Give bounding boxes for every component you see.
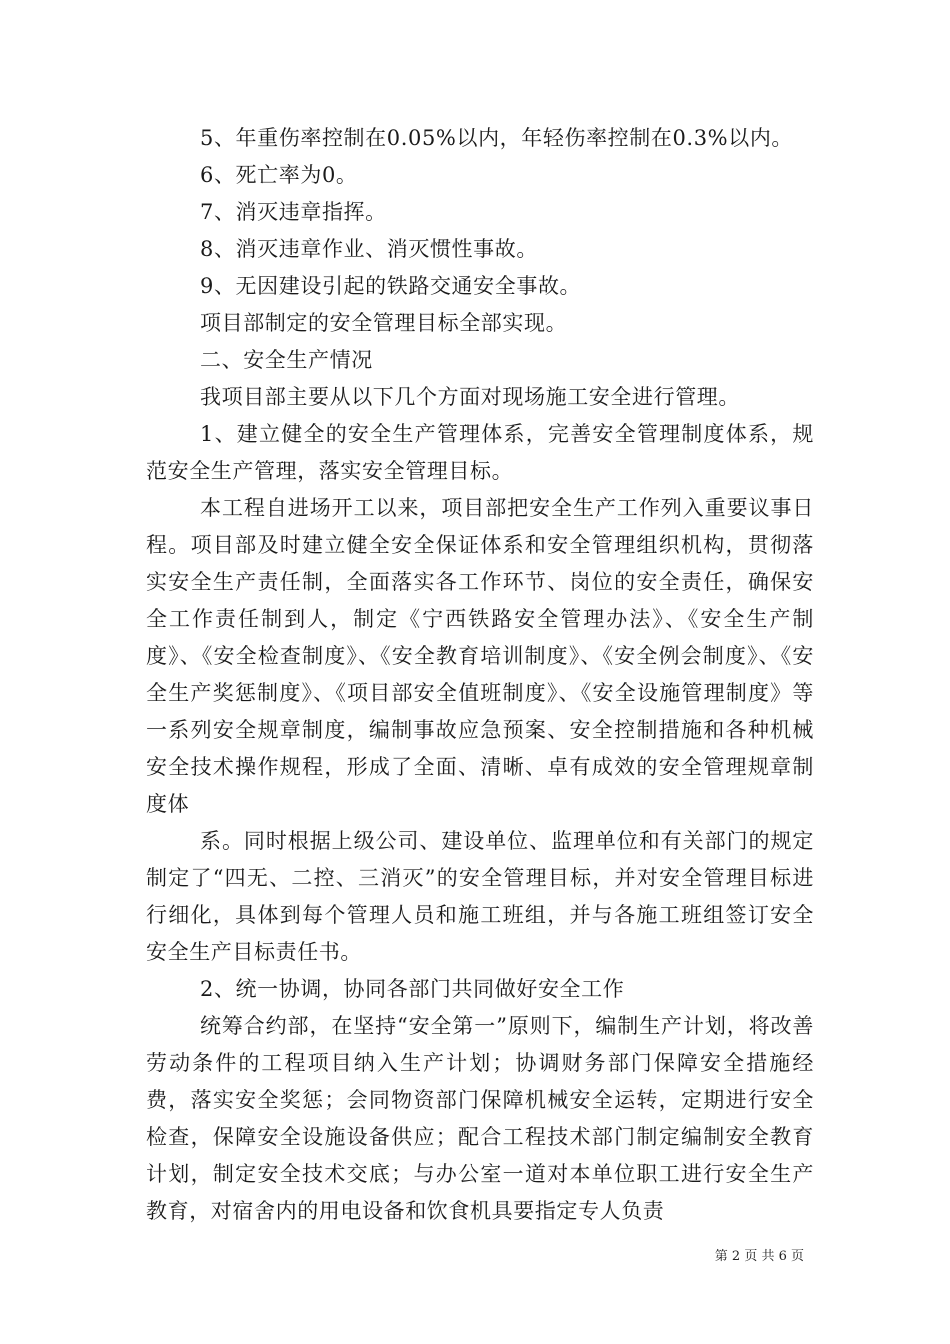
document-body (146, 120, 814, 1230)
paragraph-goal-no-railway-accident: 9、无因建设引起的铁路交通安全事故。 (200, 274, 582, 298)
paragraph-goal-no-violation-work: 8、消灭违章作业、消灭惯性事故。 (200, 237, 538, 261)
paragraph-coordination-details: 统筹合约部，在坚持“安全第一”原则下，编制生产计划，将改善劳动条件的工程项目纳入生产计划；协调财务部门保障安全措施经费，落实安全奖惩；会同物资部门保障机械安全运转，定期进行安全检查，保障安全设施设备供应；配合工程技术部门制定编制安全教育计划，制定安全技术交底；与办公室一道对本单位职工进行安全生产教育，对宿舍内的用电设备和饮食机具要指定专人负责 (146, 1014, 814, 1223)
page-number: 第 2 页 共 6 页 (714, 1249, 804, 1264)
paragraph-goal-injury-rate: 5、年重伤率控制在0.05%以内，年轻伤率控制在0.3%以内。 (200, 126, 794, 150)
paragraph-management-intro: 我项目部主要从以下几个方面对现场施工安全进行管理。 (200, 385, 740, 409)
paragraph-goals-achieved: 项目部制定的安全管理目标全部实现。 (200, 311, 568, 335)
subheading-coordination: 2、统一协调，协同各部门共同做好安全工作 (200, 977, 625, 1001)
paragraph-safety-targets: 系。同时根据上级公司、建设单位、监理单位和有关部门的规定制定了“四无、二控、三消灭”的安全管理目标，并对安全管理目标进行细化，具体到每个管理人员和施工班组，并与各施工班组签订安全安全生产目标责任书。 (146, 829, 814, 964)
paragraph-safety-regulations: 本工程自进场开工以来，项目部把安全生产工作列入重要议事日程。项目部及时建立健全安全保证体系和安全管理组织机构，贯彻落实安全生产责任制，全面落实各工作环节、岗位的安全责任，确保安全工作责任制到人，制定《宁西铁路安全管理办法》、《安全生产制度》、《安全检查制度》、《安全教育培训制度》、《安全例会制度》、《安全生产奖惩制度》、《项目部安全值班制度》、《安全设施管理制度》等一系列安全规章制度，编制事故应急预案、安全控制措施和各种机械安全技术操作规程，形成了全面、清晰、卓有成效的安全管理规章制度体 (146, 496, 814, 816)
section-heading-safety-production: 二、安全生产情况 (200, 348, 373, 372)
subheading-safety-system: 1、建立健全的安全生产管理体系，完善安全管理制度体系，规范安全生产管理，落实安全管理目标。 (146, 422, 814, 483)
paragraph-goal-death-rate: 6、死亡率为0。 (200, 163, 358, 187)
paragraph-goal-no-violation-command: 7、消灭违章指挥。 (200, 200, 387, 224)
